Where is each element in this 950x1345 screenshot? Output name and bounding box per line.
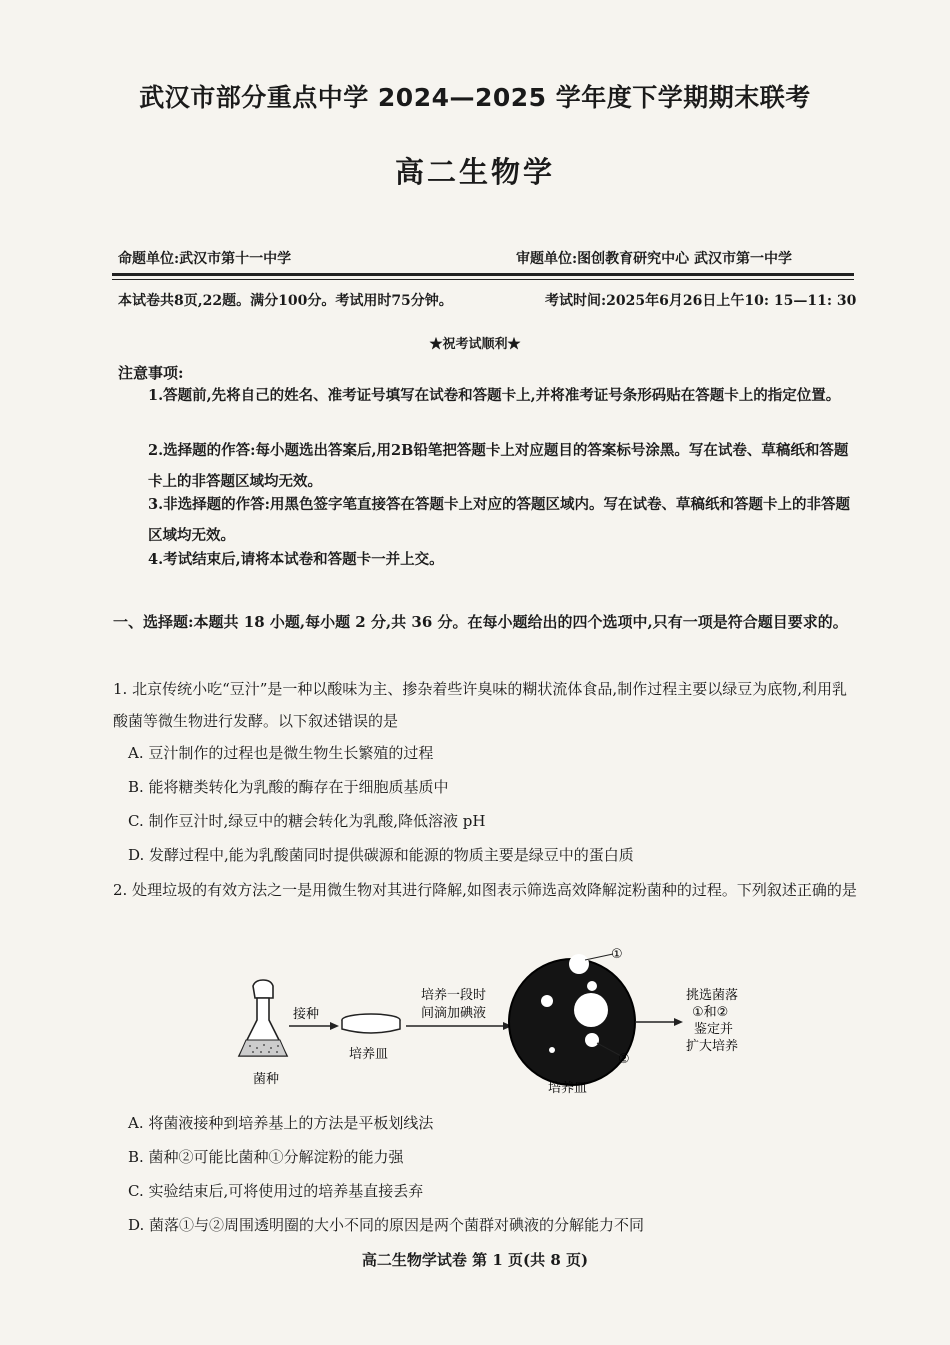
- result-line-1: 挑选菌落: [686, 988, 739, 1003]
- question-1-option-a: A. 豆汁制作的过程也是微生物生长繁殖的过程: [128, 744, 434, 762]
- question-2-option-a: A. 将菌液接种到培养基上的方法是平板划线法: [128, 1114, 434, 1132]
- colony-marker-2: ②: [618, 1052, 630, 1067]
- arrow-2-label-line1: 培养一段时: [421, 988, 487, 1003]
- result-line-4: 扩大培养: [686, 1039, 739, 1054]
- petri-dish-icon: [342, 1014, 400, 1033]
- arrow-1-head: [330, 1022, 339, 1030]
- arrow-2-label-line2: 间滴加碘液: [421, 1006, 487, 1021]
- notice-item-1: 1.答题前,先将自己的姓名、准考证号填写在试卷和答题卡上,并将准考证号条形码贴在答题卡上的指定位置。: [148, 387, 841, 404]
- question-1-option-c: C. 制作豆汁时,绿豆中的糖会转化为乳酸,降低溶液 pH: [128, 812, 486, 830]
- question-2-stem: 2. 处理垃圾的有效方法之一是用微生物对其进行降解,如图表示筛选高效降解淀粉菌种的过程。下列叙述正确的是: [113, 881, 857, 899]
- proposer-unit: 命题单位:武汉市第十一中学: [118, 251, 292, 267]
- colony-marker-1: ①: [611, 947, 623, 962]
- result-line-3: 鉴定并: [694, 1022, 734, 1037]
- question-1-option-d: D. 发酵过程中,能为乳酸菌同时提供碳源和能源的物质主要是绿豆中的蛋白质: [128, 846, 634, 864]
- reviewer-unit: 审题单位:图创教育研究中心 武汉市第一中学: [516, 251, 793, 267]
- arrow-1-label: 接种: [293, 1007, 320, 1022]
- question-2-option-b: B. 菌种②可能比菌种①分解淀粉的能力强: [128, 1148, 404, 1166]
- result-line-2: ①和②: [692, 1005, 729, 1020]
- question-2-option-d: D. 菌落①与②周围透明圈的大小不同的原因是两个菌群对碘液的分解能力不同: [128, 1216, 645, 1234]
- page-footer: 高二生物学试卷 第 1 页(共 8 页): [361, 1251, 589, 1269]
- subject-title: 高二生物学: [394, 155, 555, 189]
- plate-label: 培养皿: [548, 1081, 588, 1096]
- paper-info: 本试卷共8页,22题。满分100分。考试用时75分钟。: [118, 293, 453, 309]
- notice-heading: 注意事项:: [118, 364, 184, 382]
- dish-label: 培养皿: [349, 1047, 389, 1062]
- culture-plate-icon: [509, 954, 635, 1085]
- notice-item-2: 2.选择题的作答:每小题选出答案后,用2B铅笔把答题卡上对应题目的答案标号涂黑。写在试卷、草稿纸和答题卡上的非答题区域均无效。: [148, 442, 849, 490]
- section-heading: 一、选择题:本题共 18 小题,每小题 2 分,共 36 分。在每小题给出的四个选项中,只有一项是符合题目要求的。: [113, 613, 848, 631]
- header-rule-thin: [112, 279, 854, 280]
- good-luck-line: ★祝考试顺利★: [429, 337, 521, 352]
- question-1-option-b: B. 能将糖类转化为乳酸的酶存在于细胞质基质中: [128, 778, 449, 796]
- question-2-option-c: C. 实验结束后,可将使用过的培养基直接丢弃: [128, 1182, 424, 1200]
- notice-item-4: 4.考试结束后,请将本试卷和答题卡一并上交。: [148, 551, 444, 568]
- exam-title: 武汉市部分重点中学 2024—2025 学年度下学期期末联考: [139, 83, 811, 112]
- exam-time: 考试时间:2025年6月26日上午10: 15—11: 30: [545, 293, 857, 309]
- flask-label: 菌种: [253, 1072, 280, 1087]
- question-1-stem: 1. 北京传统小吃“豆汁”是一种以酸味为主、掺杂着些许臭味的糊状流体食品,制作过程主要以绿豆为底物,利用乳酸菌等微生物进行发酵。以下叙述错误的是: [113, 680, 847, 730]
- flask-icon: [239, 980, 287, 1056]
- header-rule-thick: [112, 273, 854, 276]
- arrow-3-head: [674, 1018, 683, 1026]
- notice-item-3: 3.非选择题的作答:用黑色签字笔直接答在答题卡上对应的答题区域内。写在试卷、草稿纸和答题卡上的非答题区域均无效。: [148, 496, 850, 544]
- screening-diagram: [225, 940, 765, 1100]
